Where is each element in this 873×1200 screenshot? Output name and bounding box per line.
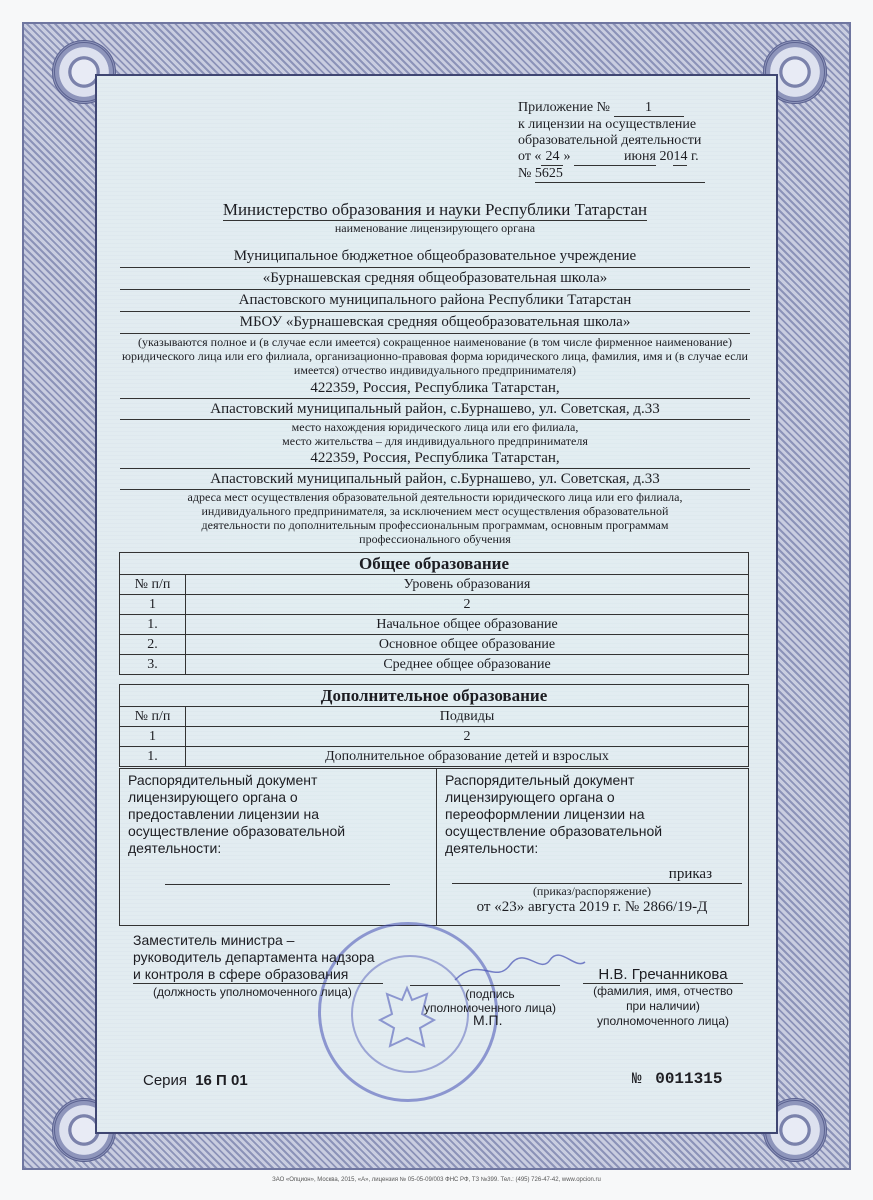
location-block <box>120 378 750 448</box>
form-number-label: № <box>632 1070 642 1088</box>
order-reference: от «23» августа 2019 г. № 2866/19-Д <box>476 899 708 915</box>
document-left-text: Распорядительный документ лицензирующего органа о предоставлении лицензии на осуществление образовательной деятельности: <box>128 772 346 856</box>
mp-stamp-place: М.П. <box>473 1012 503 1028</box>
signature-line <box>410 985 560 986</box>
order-type: приказ <box>452 866 742 884</box>
table-index-row <box>120 727 748 747</box>
signature-caption <box>415 987 565 1015</box>
table-row <box>120 747 748 766</box>
year-end: г. <box>690 149 699 164</box>
name-caption2: при наличии) <box>626 999 700 1013</box>
location-caption2: место жительства – для индивидуального предпринимателя <box>282 434 588 448</box>
authority-name: Министерство образования и науки Республики Татарстан <box>222 200 648 219</box>
appendix-line3: образовательной деятельности <box>518 133 702 148</box>
row-number: 3. <box>120 655 186 674</box>
row-level: Основное общее образование <box>378 637 556 652</box>
date-day: 24 <box>541 149 563 166</box>
position-line2: руководитель департамента надзора <box>133 949 375 965</box>
organization-block <box>120 246 750 377</box>
additional-education-table <box>119 684 749 767</box>
org-line2: «Бурнашевская средняя общеобразовательная школа» <box>120 268 750 290</box>
org-caption: (указываются полное и (в случае если имеется) сокращенное наименование (в том числе фирменное наименование) юридического лица или его филиала, организационно-правовая форма юридического лица, фамилия, имя и (в случае если имеется) отчество индивидуального предпринимателя) <box>122 335 748 377</box>
location-caption1: место нахождения юридического лица или его филиала, <box>291 420 579 434</box>
org-line1: Муниципальное бюджетное общеобразовательное учреждение <box>120 246 750 268</box>
document-left <box>120 769 437 925</box>
signatory-name: Н.В. Гречанникова <box>583 966 743 984</box>
table-row <box>120 655 748 674</box>
appendix-label: Приложение № <box>518 100 610 115</box>
name-caption3: уполномоченного лица) <box>596 1014 730 1028</box>
org-line4: МБОУ «Бурнашевская средняя общеобразовательная школа» <box>120 312 750 334</box>
general-education-table <box>119 552 749 675</box>
index-cell: 1 <box>120 727 186 746</box>
order-block <box>452 866 732 916</box>
row-subtype: Дополнительное образование детей и взрослых <box>325 749 609 764</box>
document-left-blank <box>165 884 390 885</box>
date-mid: » <box>563 149 571 164</box>
printer-footer: ЗАО «Опцион», Москва, 2015, «А», лицензия № 05-05-09/003 ФНС РФ, ТЗ №399. Тел.: (495) 726-47-42, www.opcion.ru <box>272 1177 601 1183</box>
header-cell: № п/п <box>120 575 186 594</box>
signatory-position <box>133 932 383 1001</box>
header-cell: № п/п <box>120 707 186 726</box>
activity-caption: адреса мест осуществления образовательной деятельности юридического лица или его филиала, индивидуального предпринимателя, за исключением мест осуществления образовательной деятельности по дополнительным профессиональным программам, основным программам профессионального обучения <box>187 490 683 546</box>
activity-line1: 422359, Россия, Республика Татарстан, <box>120 448 750 469</box>
authority-block <box>150 200 720 236</box>
index-cell: 1 <box>120 595 186 614</box>
position-line3: и контроля в сфере образования <box>133 966 349 982</box>
year-suffix: 14 <box>673 149 688 164</box>
document-right-text: Распорядительный документ лицензирующего органа о переоформлении лицензии на осуществление образовательной деятельности: <box>445 772 663 856</box>
table-index-row <box>120 595 748 615</box>
form-number-value: 0011315 <box>655 1070 723 1088</box>
signature-scribble <box>450 950 590 990</box>
series-label: Серия <box>143 1072 188 1089</box>
activity-address-block <box>120 448 750 546</box>
location-line2: Апастовский муниципальный район, с.Бурнашево, ул. Советская, д.33 <box>120 399 750 420</box>
row-level: Среднее общее образование <box>383 657 551 672</box>
date-month: июня <box>574 149 656 166</box>
license-number: 5625 <box>535 166 705 183</box>
header-cell: Подвиды <box>439 709 495 724</box>
table-header-row <box>120 707 748 727</box>
authority-caption: наименование лицензирующего органа <box>334 221 536 235</box>
index-cell: 2 <box>463 597 471 612</box>
sign-caption2: уполномоченного лица) <box>423 1001 557 1015</box>
order-caption: (приказ/распоряжение) <box>532 884 652 898</box>
additional-education-title: Дополнительное образование <box>120 685 748 707</box>
name-caption1: (фамилия, имя, отчество <box>593 984 733 998</box>
form-series <box>143 1072 248 1089</box>
row-number: 1. <box>120 615 186 634</box>
series-value: 16 П 01 <box>195 1072 248 1089</box>
table-row <box>120 615 748 635</box>
form-number <box>632 1070 722 1088</box>
appendix-number: 1 <box>614 100 684 117</box>
appendix-block <box>518 100 728 183</box>
index-cell: 2 <box>463 729 471 744</box>
position-caption: (должность уполномоченного лица) <box>153 985 352 999</box>
appendix-line2: к лицензии на осуществление <box>518 117 697 132</box>
location-line1: 422359, Россия, Республика Татарстан, <box>120 378 750 399</box>
license-no-label: № <box>518 166 532 181</box>
documents-block <box>119 768 749 926</box>
year-prefix: 20 <box>659 149 674 164</box>
table-header-row <box>120 575 748 595</box>
row-level: Начальное общее образование <box>376 617 558 632</box>
activity-line2: Апастовский муниципальный район, с.Бурнашево, ул. Советская, д.33 <box>120 469 750 490</box>
date-prefix: от « <box>518 149 542 164</box>
row-number: 2. <box>120 635 186 654</box>
signatory-name-block <box>583 966 743 1029</box>
position-line1: Заместитель министра – <box>133 932 295 948</box>
org-line3: Апастовского муниципального района Республики Татарстан <box>120 290 750 312</box>
header-cell: Уровень образования <box>403 577 531 592</box>
document-right <box>437 769 748 925</box>
sign-caption1: (подпись <box>465 987 515 1001</box>
general-education-title: Общее образование <box>120 553 748 575</box>
table-row <box>120 635 748 655</box>
row-number: 1. <box>120 747 186 766</box>
